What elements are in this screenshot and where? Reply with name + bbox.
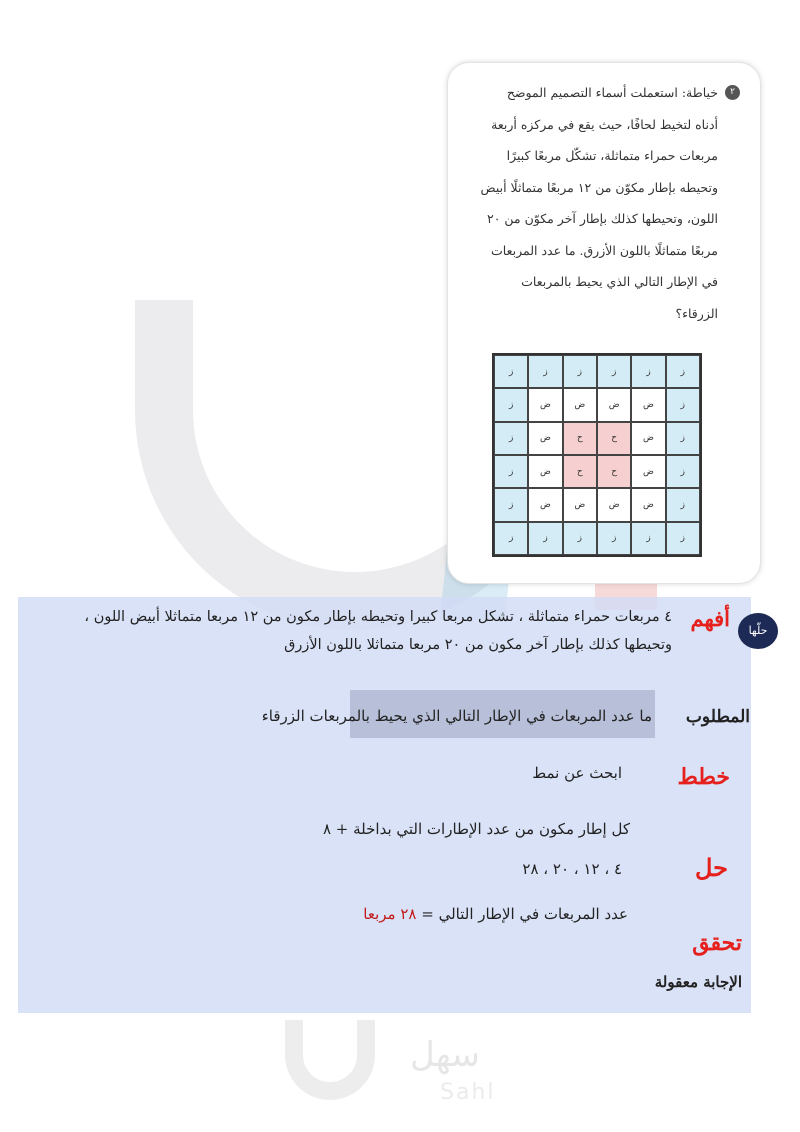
quilt-cell: ض (563, 388, 597, 421)
quilt-cell: ض (597, 488, 631, 521)
quilt-cell: ز (666, 355, 700, 388)
quilt-cell: ز (666, 522, 700, 555)
quilt-cell: ح (597, 422, 631, 455)
quilt-cell: ز (528, 355, 562, 388)
understand-label: أفهم (690, 606, 730, 631)
quilt-cell: ز (494, 422, 528, 455)
quilt-cell: ح (597, 455, 631, 488)
quilt-cell: ز (666, 422, 700, 455)
quilt-cell: ض (563, 488, 597, 521)
quilt-cell: ح (563, 422, 597, 455)
quilt-cell: ض (528, 422, 562, 455)
solve-label: حل (694, 853, 728, 882)
watermark-footer-u (285, 1020, 375, 1100)
quilt-cell: ز (597, 355, 631, 388)
watermark-footer-text: سهل (410, 1035, 480, 1075)
required-label: المطلوب (685, 707, 750, 727)
quilt-cell: ز (494, 388, 528, 421)
question-text-block (480, 77, 740, 329)
quilt-cell: ز (528, 522, 562, 555)
quilt-cell: ض (528, 455, 562, 488)
check-text: الإجابة معقولة (654, 973, 742, 991)
quilt-cell: ض (528, 488, 562, 521)
solution-panel (18, 597, 751, 1013)
quilt-cell: ز (563, 522, 597, 555)
understand-text: ٤ مربعات حمراء متماثلة ، تشكل مربعا كبيرا وتحيطه بإطار مكون من ١٢ مربعا متماثلا أبيض اللون ، وتحيطها كذلك بإطار آخر مكون من ٢٠ مربعا متماثلا باللون الأزرق (84, 609, 672, 653)
quilt-grid (492, 353, 702, 557)
quilt-cell: ح (563, 455, 597, 488)
quilt-cell: ز (666, 455, 700, 488)
quilt-cell: ز (494, 488, 528, 521)
required-text: ما عدد المربعات في الإطار التالي الذي يحيط بالمربعات الزرقاء (261, 707, 652, 725)
plan-label: خطط (677, 764, 730, 790)
quilt-cell: ض (631, 455, 665, 488)
result-value: ٢٨ مربعا (363, 905, 417, 923)
result-line (363, 905, 628, 923)
quilt-cell: ض (631, 388, 665, 421)
quilt-cell: ز (563, 355, 597, 388)
check-label: تحقق (692, 930, 742, 956)
question-text: خياطة: استعملت أسماء التصميم الموضح أدناه لتخيط لحافًا، حيث يقع في مركزه أربعة مربعات حمراء متماثلة، تشكّل مربعًا كبيرًا وتحيطه بإطار مكوّن من ١٢ مربعًا متماثلًا أبيض اللون، وتحيطها كذلك بإطار آخر مكوّن من ٢٠ مربعًا متماثلًا باللون الأزرق. ما عدد المربعات في الإطار التالي الذي يحيط بالمربعات الزرقاء؟ (480, 85, 718, 321)
question-number: ٢ (725, 85, 740, 100)
watermark-footer-latin: Sahl (440, 1080, 496, 1105)
rule-text: كل إطار مكون من عدد الإطارات التي بداخلة + ٨ (322, 820, 630, 838)
quilt-cell: ض (631, 422, 665, 455)
quilt-cell: ز (631, 355, 665, 388)
quilt-cell: ز (494, 455, 528, 488)
quilt-cell: ز (631, 522, 665, 555)
quilt-cell: ض (597, 388, 631, 421)
result-prefix: عدد المربعات في الإطار التالي = (416, 905, 628, 923)
watermark-footer-logo (285, 1020, 525, 1120)
question-card (447, 62, 761, 584)
solution-badge: حلّها (738, 613, 778, 649)
quilt-cell: ض (528, 388, 562, 421)
quilt-cell: ز (597, 522, 631, 555)
quilt-cell: ز (494, 355, 528, 388)
plan-text: ابحث عن نمط (532, 764, 622, 782)
quilt-cell: ز (494, 522, 528, 555)
sequence-text: ٤ ، ١٢ ، ٢٠ ، ٢٨ (522, 860, 622, 878)
quilt-cell: ز (666, 388, 700, 421)
quilt-cell: ض (631, 488, 665, 521)
quilt-cell: ز (666, 488, 700, 521)
